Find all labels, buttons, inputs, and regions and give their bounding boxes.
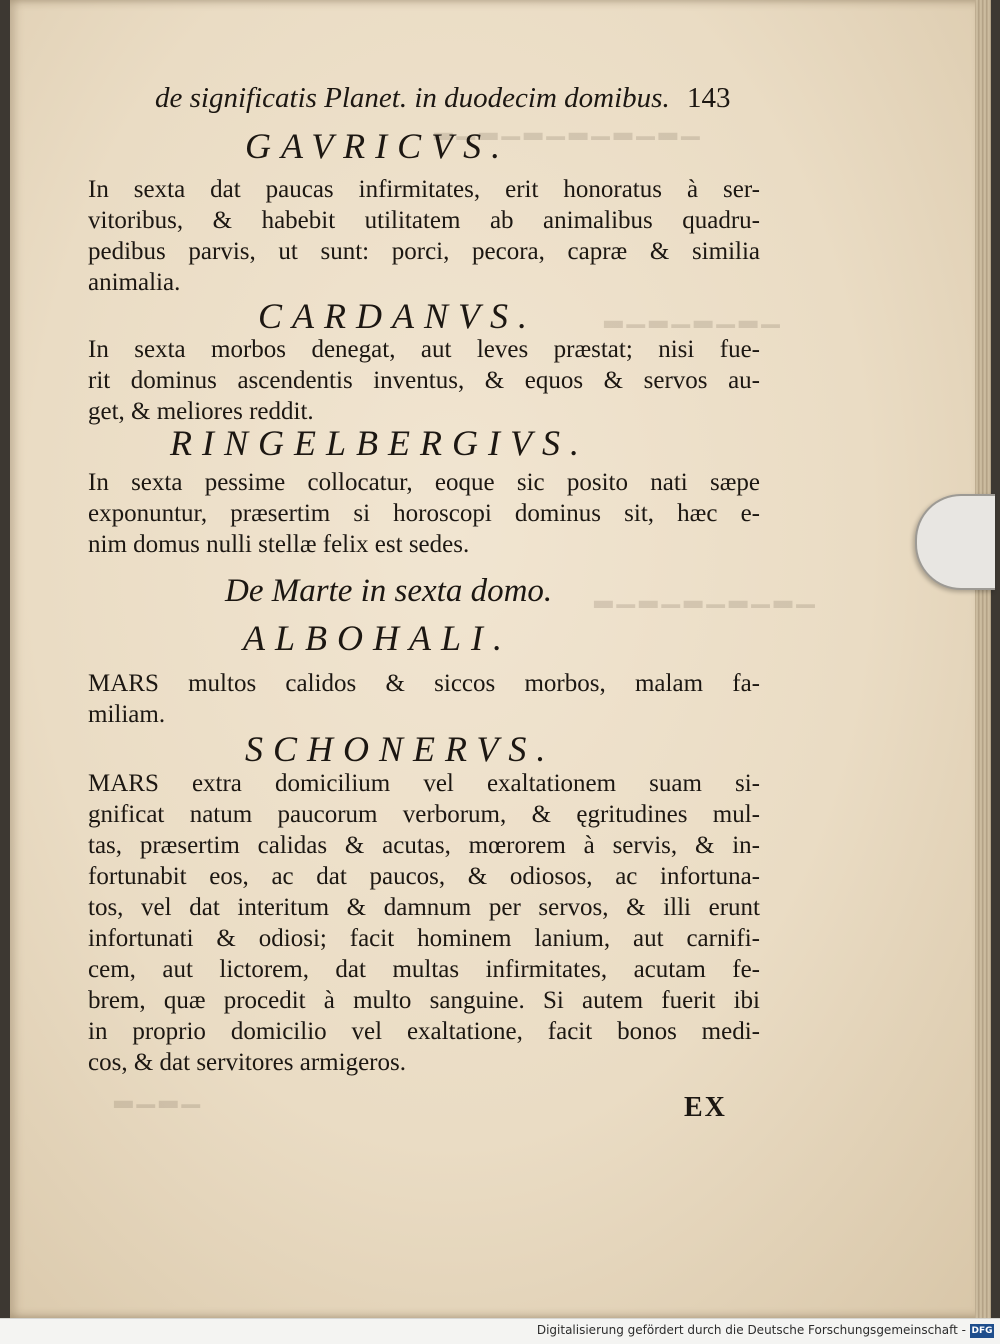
text-line: pedibus parvis, ut sunt: porci, pecora, capræ & similia (88, 238, 760, 265)
text-line: In sexta pessime collocatur, eoque sic posito nati sæpe (88, 469, 760, 496)
text-line: get, & meliores reddit. (88, 398, 314, 425)
catchword: EX (684, 1092, 727, 1123)
text-line: tas, præsertim calidas & acutas, mœrorem à servis, & in- (88, 832, 760, 859)
text-line: gnificat natum paucorum verborum, & ęgritudines mul- (88, 801, 760, 828)
text-line: MARS extra domicilium vel exaltationem suam si- (88, 770, 760, 797)
text-line: animalia. (88, 269, 181, 296)
section-heading: CARDANVS. (258, 296, 537, 336)
funding-credit: Digitalisierung gefördert durch die Deutsche Forschungsgemeinschaft - (536, 1323, 966, 1337)
page-clip (915, 494, 995, 590)
section-heading: ALBOHALI. (243, 618, 512, 658)
text-line: In sexta dat paucas infirmitates, erit honoratus à ser- (88, 176, 760, 203)
footer-bar (0, 1318, 1000, 1344)
text-line: rit dominus ascendentis inventus, & equos & servos au- (88, 367, 760, 394)
text-line: nim domus nulli stellæ felix est sedes. (88, 531, 470, 558)
section-heading: RINGELBERGIVS. (170, 423, 589, 463)
chapter-subheading: De Marte in sexta domo. (225, 573, 553, 609)
paragraph (88, 174, 760, 298)
show-through: ▁▂▁▂▁▂▁▂▁▂▁▂ (430, 112, 700, 140)
paragraph (88, 467, 760, 560)
show-through: ▁▂▁▂▁▂▁▂ (600, 300, 780, 328)
page-edges (975, 0, 991, 1318)
text-line: miliam. (88, 701, 166, 728)
show-through: ▁▂▁▂▁▂▁▂▁▂ (590, 580, 815, 608)
text-line: cos, & dat servitores armigeros. (88, 1049, 406, 1076)
text-line: MARS multos calidos & siccos morbos, malam fa- (88, 670, 760, 697)
text-line: exponuntur, præsertim si horoscopi dominus sit, hæc e- (88, 500, 760, 527)
text-line: cem, aut lictorem, dat multas infirmitates, acutam fe- (88, 956, 760, 983)
paragraph (88, 768, 760, 1078)
running-title: de significatis Planet. in duodecim domibus. (155, 82, 670, 114)
section-heading: SCHONERVS. (245, 729, 556, 769)
show-through: ▁▂▁▂ (110, 1080, 200, 1108)
paragraph (88, 668, 760, 730)
paragraph (88, 334, 760, 427)
section-heading: GAVRICVS. (245, 126, 511, 166)
text-line: fortunabit eos, ac dat paucos, & odiosos, ac infortuna- (88, 863, 760, 890)
page-number: 143 (687, 82, 731, 114)
text-line: In sexta morbos denegat, aut leves præstat; nisi fue- (88, 336, 760, 363)
text-line: tos, vel dat interitum & damnum per servos, & illi erunt (88, 894, 760, 921)
dfg-logo: DFG (971, 1326, 993, 1336)
text-line: infortunati & odiosi; facit hominem lanium, aut carnifi- (88, 925, 760, 952)
text-line: brem, quæ procedit à multo sanguine. Si autem fuerit ibi (88, 987, 760, 1014)
text-line: vitoribus, & habebit utilitatem ab animalibus quadru- (88, 207, 760, 234)
text-line: in proprio domicilio vel exaltatione, facit bonos medi- (88, 1018, 760, 1045)
